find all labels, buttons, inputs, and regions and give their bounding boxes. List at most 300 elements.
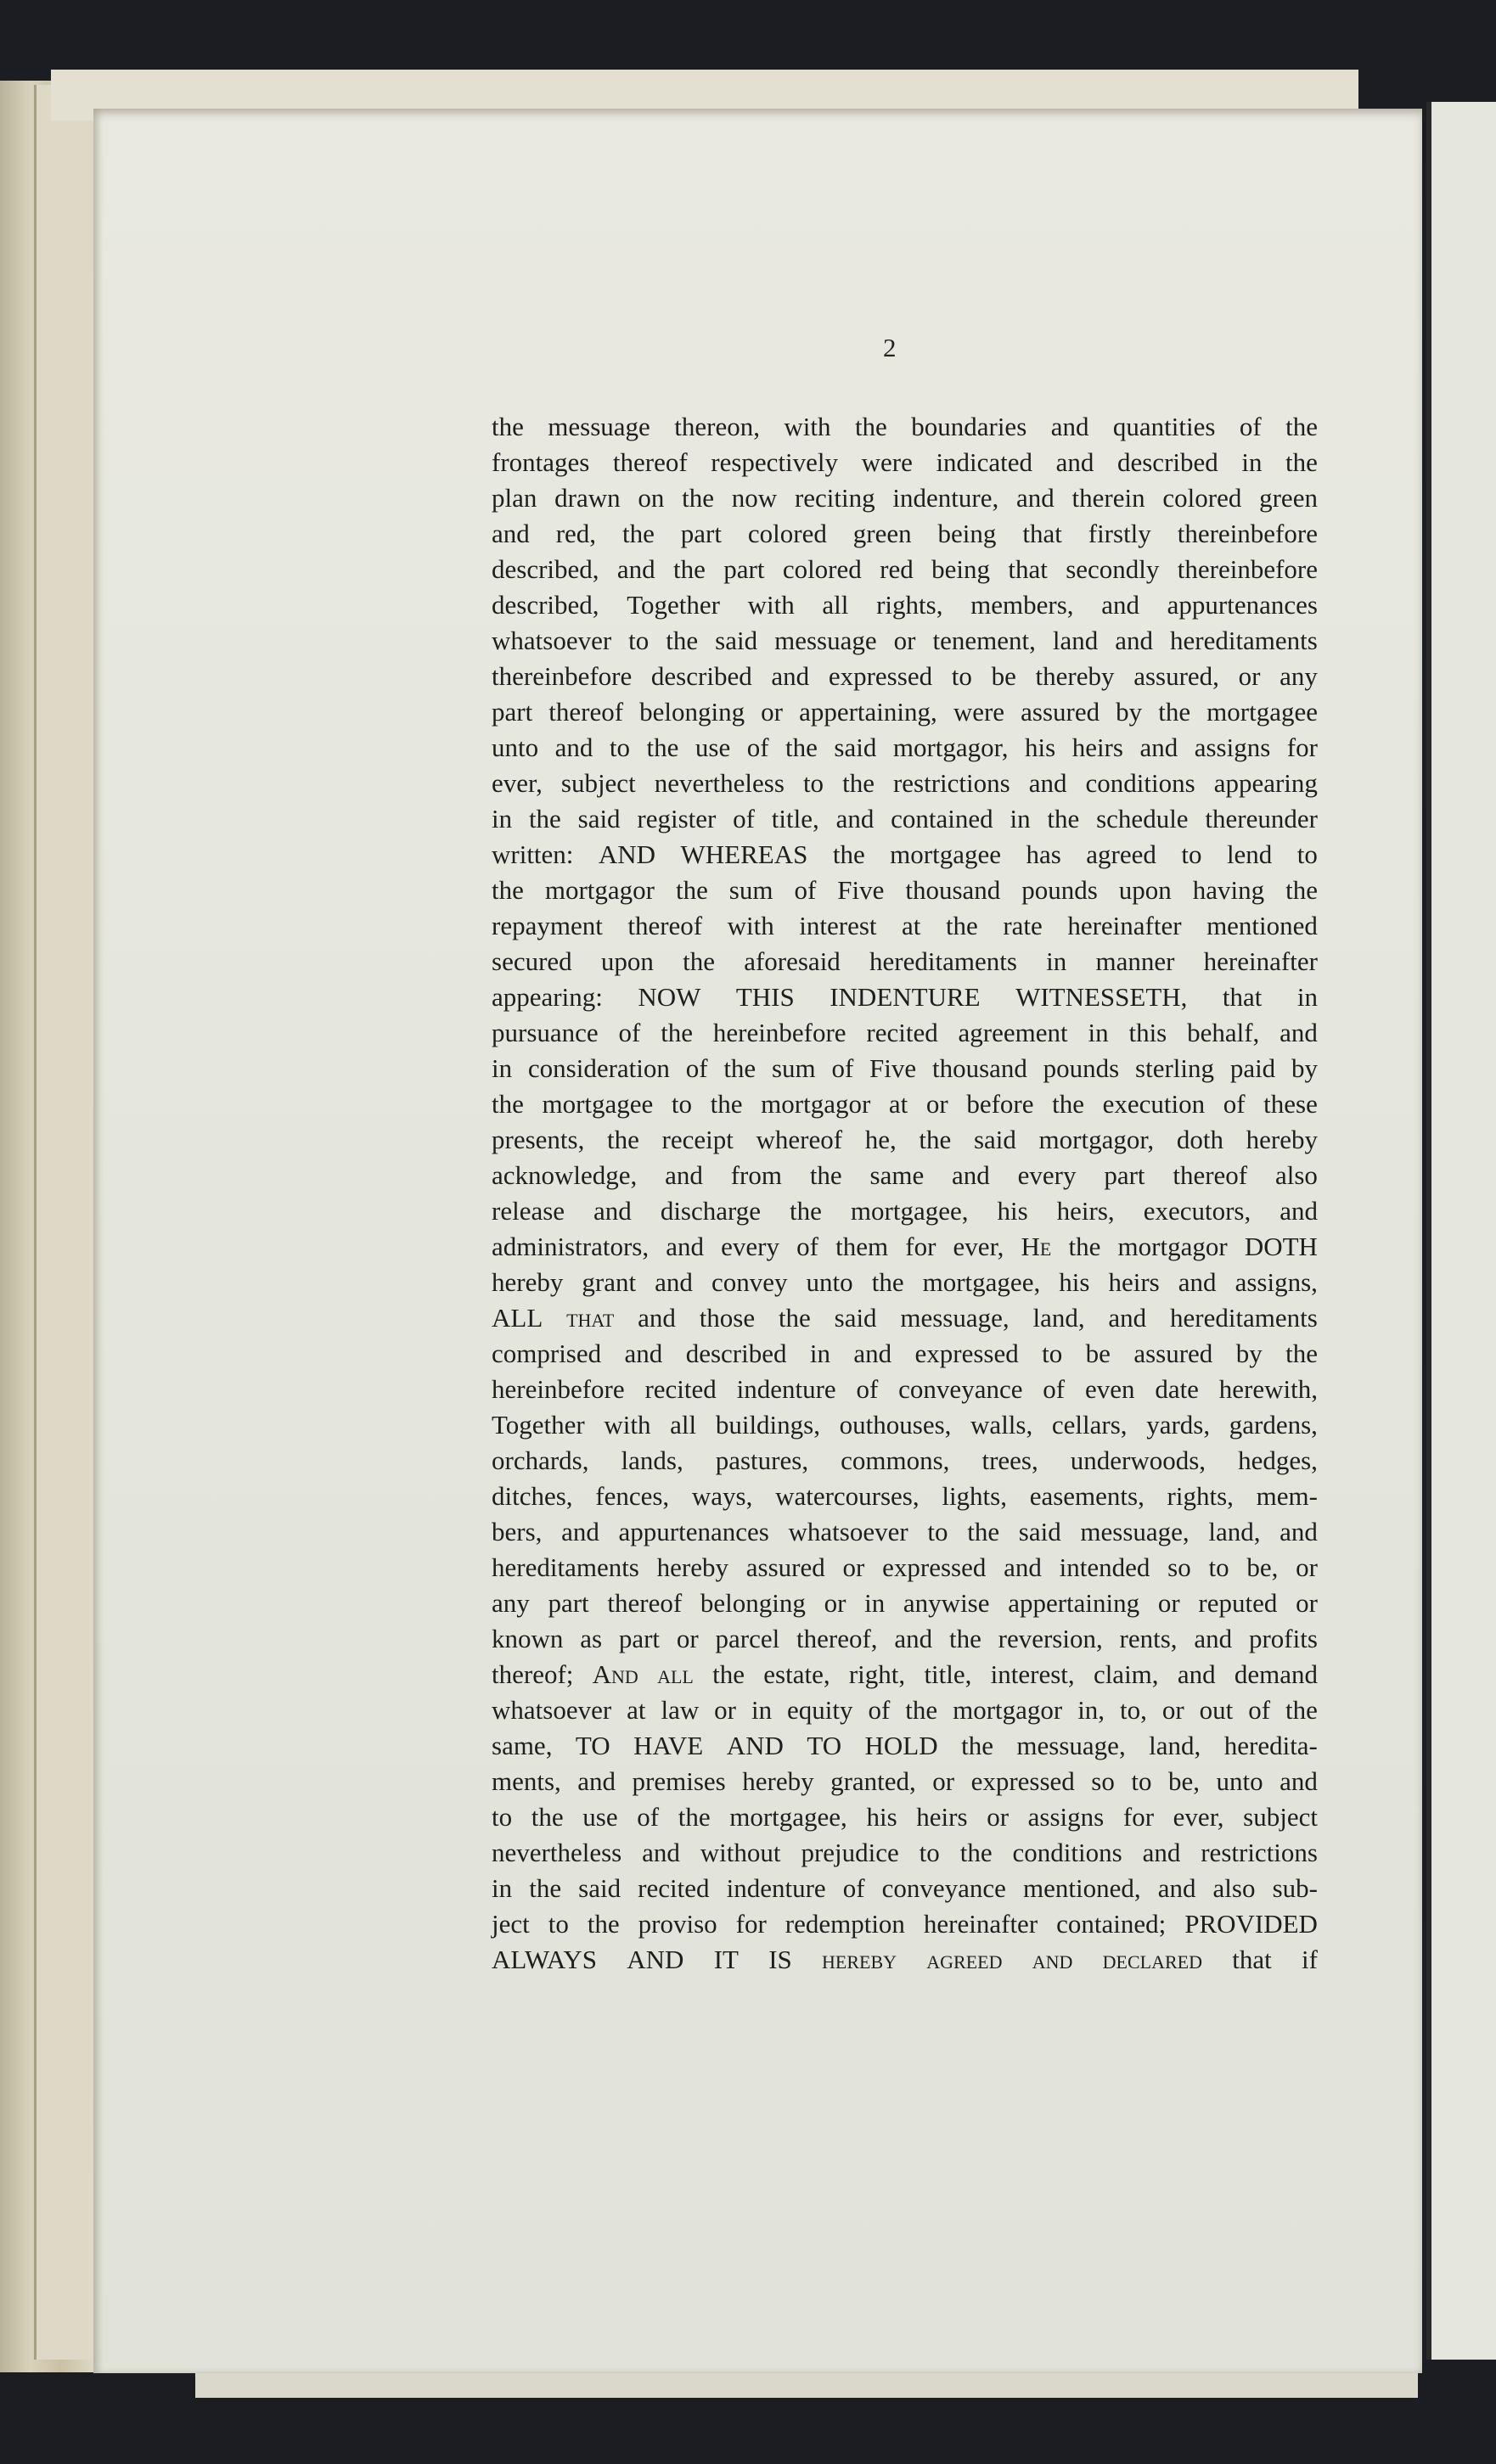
word: HAVE <box>633 1731 704 1760</box>
word: lands, <box>621 1445 683 1475</box>
word: assigns <box>1194 732 1271 762</box>
word: orchards, <box>492 1445 589 1475</box>
word: heirs <box>1108 1267 1160 1297</box>
word: the <box>832 839 865 869</box>
word: the <box>1158 697 1191 727</box>
word: from <box>730 1160 782 1190</box>
word: pounds <box>1021 875 1098 905</box>
word: with <box>784 412 831 441</box>
word: Five <box>869 1053 917 1083</box>
word: same, <box>492 1731 553 1760</box>
word: assured, <box>1133 661 1219 691</box>
word: described <box>685 1339 787 1368</box>
word: appertaining <box>1008 1588 1140 1618</box>
word: said <box>715 626 758 655</box>
word: the <box>531 1802 564 1832</box>
word: described <box>650 661 752 691</box>
word: the <box>790 1196 822 1226</box>
word: of <box>831 1053 854 1083</box>
word: if <box>1302 1945 1318 1974</box>
text-line <box>492 1122 1318 1158</box>
word: thereunder <box>1205 804 1318 833</box>
word: fences, <box>595 1481 670 1511</box>
word: assured <box>1133 1339 1213 1368</box>
text-line <box>492 1871 1318 1906</box>
word: heirs <box>916 1802 968 1832</box>
small-caps-word: hereby <box>822 1945 897 1974</box>
word: the <box>607 1125 639 1154</box>
word: thereby <box>1035 661 1115 691</box>
word: were <box>953 697 1005 727</box>
word: described, <box>492 590 599 620</box>
word: TO <box>575 1731 610 1760</box>
word: that <box>1022 519 1062 548</box>
word: thereof <box>627 911 703 940</box>
word: grant <box>582 1267 637 1297</box>
word: or <box>676 1624 699 1653</box>
word: in <box>751 1695 773 1725</box>
word: estate, <box>763 1659 830 1689</box>
word: with <box>747 590 795 620</box>
word: commons, <box>841 1445 950 1475</box>
word: Together <box>627 590 720 620</box>
word: conveyance <box>898 1374 1023 1404</box>
word: demand <box>1234 1659 1318 1689</box>
word: at <box>888 1089 908 1119</box>
word: ALL <box>492 1303 543 1333</box>
word: mortgagee <box>890 839 1001 869</box>
word: right, <box>848 1659 906 1689</box>
word: frontages <box>492 447 590 477</box>
word: expressed <box>970 1766 1075 1796</box>
word: to <box>548 1909 569 1939</box>
word: be <box>1085 1339 1111 1368</box>
word: conveyance <box>881 1873 1006 1903</box>
word: heredita- <box>1223 1731 1318 1760</box>
word: IS <box>768 1945 792 1974</box>
word: drawn <box>554 483 621 513</box>
word: or <box>1296 1552 1318 1582</box>
word: belonging <box>700 1588 806 1618</box>
word: the <box>1285 1339 1318 1368</box>
word: hereinbefore <box>492 1374 625 1404</box>
word: in <box>1088 1018 1109 1047</box>
small-caps-word: declared <box>1102 1945 1202 1974</box>
word: said <box>578 1873 621 1903</box>
word: and <box>1050 412 1089 441</box>
word: in <box>1241 447 1263 477</box>
word: of <box>794 875 817 905</box>
word: them <box>835 1232 889 1261</box>
word: hereby <box>742 1766 814 1796</box>
word: recited <box>866 1018 938 1047</box>
text-line <box>492 1443 1318 1479</box>
word: thereon, <box>674 412 760 441</box>
word: and <box>894 1624 933 1653</box>
word: execution <box>1102 1089 1206 1119</box>
word: unto <box>806 1267 853 1297</box>
word: of <box>796 1232 818 1261</box>
word: lend <box>1226 839 1273 869</box>
word: watercourses, <box>775 1481 920 1511</box>
word: in <box>492 804 513 833</box>
word: title, <box>771 804 819 833</box>
word: boundaries <box>911 412 1027 441</box>
word: same <box>869 1160 925 1190</box>
word: said <box>1018 1517 1061 1546</box>
word: hereinbefore <box>712 1018 846 1047</box>
word: and <box>1279 1018 1318 1047</box>
word: at <box>902 911 921 940</box>
word: hereinafter <box>1067 911 1182 940</box>
word: part <box>1104 1160 1145 1190</box>
text-line <box>492 1265 1318 1300</box>
word: the <box>1047 804 1080 833</box>
word: so <box>1091 1766 1115 1796</box>
word: or <box>932 1766 955 1796</box>
word: NOW <box>638 982 701 1012</box>
word: recited <box>644 1374 717 1404</box>
word: expressed <box>914 1339 1019 1368</box>
text-line <box>492 1835 1318 1871</box>
word: the <box>492 875 524 905</box>
word: and <box>1279 1517 1318 1546</box>
text-line <box>492 552 1318 587</box>
word: unto <box>492 732 539 762</box>
document-body-text <box>492 409 1318 1978</box>
word: rights, <box>1167 1481 1234 1511</box>
word: lights, <box>942 1481 1007 1511</box>
text-line <box>492 1621 1318 1657</box>
word: of <box>618 1018 641 1047</box>
word: HOLD <box>864 1731 938 1760</box>
word: secured <box>492 946 572 976</box>
page-number: 2 <box>883 333 897 362</box>
text-line <box>492 1229 1318 1265</box>
word: INDENTURE <box>830 982 981 1012</box>
word: of <box>685 1053 708 1083</box>
word: ditches, <box>492 1481 573 1511</box>
word: Together <box>492 1410 585 1440</box>
word: proviso <box>638 1909 717 1939</box>
word: the <box>945 911 978 940</box>
word: aforesaid <box>744 946 841 976</box>
word: that <box>1232 1945 1272 1974</box>
word: appurtenances <box>618 1517 769 1546</box>
word: or <box>925 1089 948 1119</box>
word: and <box>771 661 810 691</box>
word: agreement <box>958 1018 1068 1047</box>
word: his <box>1025 732 1056 762</box>
word: described <box>1116 447 1218 477</box>
word: land <box>1052 626 1099 655</box>
word: messuage <box>548 412 650 441</box>
word: before <box>966 1089 1034 1119</box>
word: the <box>1285 1695 1318 1725</box>
word: with <box>727 911 774 940</box>
word: pastures, <box>715 1445 809 1475</box>
word: all <box>670 1410 697 1440</box>
word: to <box>1208 1552 1229 1582</box>
word: the <box>919 1125 952 1154</box>
word: manner <box>1095 946 1175 976</box>
word: heirs <box>1071 732 1123 762</box>
text-line <box>492 1300 1318 1336</box>
word: mortgagor <box>761 1089 871 1119</box>
word: sub- <box>1272 1873 1318 1903</box>
word: hereby <box>656 1552 728 1582</box>
word: discharge <box>660 1196 762 1226</box>
word: TO <box>807 1731 842 1760</box>
word: the <box>682 483 715 513</box>
word: in <box>1010 804 1031 833</box>
word: and <box>835 804 875 833</box>
word: buildings, <box>715 1410 820 1440</box>
word: the <box>661 1018 694 1047</box>
word: executors, <box>1143 1196 1251 1226</box>
word: Five <box>837 875 885 905</box>
word: hedges, <box>1238 1445 1318 1475</box>
word: register <box>637 804 717 833</box>
word: by <box>1116 697 1143 727</box>
word: hereby <box>492 1267 564 1297</box>
text-line <box>492 445 1318 480</box>
word: hereditaments <box>869 946 1017 976</box>
word: to <box>1131 1766 1152 1796</box>
word: repayment <box>492 911 603 940</box>
small-caps-word: agreed <box>926 1945 1003 1974</box>
text-line <box>492 801 1318 837</box>
word: without <box>700 1838 781 1867</box>
word: those <box>699 1303 756 1333</box>
word: and <box>638 1303 676 1333</box>
word: and <box>1004 1552 1042 1582</box>
word: and <box>1101 590 1139 620</box>
word: and <box>1279 1766 1318 1796</box>
word: and <box>1028 768 1067 798</box>
word: all <box>822 590 849 620</box>
word: as <box>580 1624 603 1653</box>
word: AND <box>598 839 656 869</box>
word: redemption <box>785 1909 905 1939</box>
word: acknowledge, <box>492 1160 638 1190</box>
word: mortgagor, <box>1038 1125 1155 1154</box>
word: herewith, <box>1218 1374 1318 1404</box>
word: so <box>1167 1552 1191 1582</box>
word: receipt <box>661 1125 734 1154</box>
word: IT <box>713 1945 739 1974</box>
word: be, <box>1167 1766 1200 1796</box>
word: contained; <box>1056 1909 1167 1939</box>
word: members, <box>970 590 1074 620</box>
word: cellars, <box>1051 1410 1128 1440</box>
word: respectively <box>711 447 839 477</box>
word: the <box>1052 1089 1084 1119</box>
word: subject <box>1243 1802 1318 1832</box>
word: of <box>1248 1695 1271 1725</box>
word: part <box>492 697 533 727</box>
text-line <box>492 1692 1318 1728</box>
word: AND <box>726 1731 784 1760</box>
word: whatsoever <box>492 1695 612 1725</box>
word: interest <box>799 911 877 940</box>
word: reciting <box>794 483 875 513</box>
word: the <box>666 626 699 655</box>
word: assured <box>745 1552 825 1582</box>
word: in <box>1046 946 1067 976</box>
text-line <box>492 873 1318 908</box>
word: thereof <box>548 697 624 727</box>
word: to <box>927 1517 948 1546</box>
word: ever, <box>1173 1802 1224 1832</box>
text-line <box>492 480 1318 516</box>
word: of <box>1043 1374 1066 1404</box>
word: walls, <box>970 1410 1033 1440</box>
text-line <box>492 1728 1318 1764</box>
word: conditions <box>1012 1838 1122 1867</box>
word: sum <box>771 1053 816 1083</box>
word: of <box>1223 1089 1246 1119</box>
word: the <box>1285 875 1318 905</box>
word: in, <box>1077 1695 1105 1725</box>
word: or <box>824 1588 846 1618</box>
word: were <box>861 447 913 477</box>
word: of <box>868 1695 891 1725</box>
word: this <box>1128 1018 1167 1047</box>
word: pursuance <box>492 1018 599 1047</box>
word: rate <box>1003 911 1043 940</box>
word: equity <box>787 1695 853 1725</box>
word: to, <box>1120 1695 1147 1725</box>
text-line <box>492 1764 1318 1799</box>
word: AND <box>627 1945 684 1974</box>
word: has <box>1026 839 1061 869</box>
word: every <box>721 1232 779 1261</box>
word: hereby <box>1246 1125 1318 1154</box>
word: messuage <box>774 626 877 655</box>
word: thereof <box>1173 1160 1248 1190</box>
word: to <box>492 1802 513 1832</box>
word: of <box>746 732 769 762</box>
word: indenture <box>736 1374 836 1404</box>
word: for <box>905 1232 936 1261</box>
word: mentioned, <box>1023 1873 1141 1903</box>
word: said <box>834 1303 877 1333</box>
word: even <box>1084 1374 1135 1404</box>
word: his <box>1059 1267 1090 1297</box>
word: release <box>492 1196 565 1226</box>
word: the <box>959 1838 993 1867</box>
word: the <box>948 1624 981 1653</box>
word: upon <box>1118 875 1172 905</box>
word: sum <box>728 875 773 905</box>
word: and <box>577 1766 616 1796</box>
word: the <box>492 412 524 441</box>
word: green <box>1259 483 1318 513</box>
word: doth <box>1176 1125 1223 1154</box>
word: upon <box>600 946 654 976</box>
word: ever, <box>492 768 543 798</box>
word: restrictions <box>892 768 1010 798</box>
word: be <box>991 661 1016 691</box>
word: to <box>609 732 631 762</box>
word: the <box>1285 412 1318 441</box>
word: and <box>642 1838 680 1867</box>
word: with <box>604 1410 651 1440</box>
word: behalf, <box>1187 1018 1260 1047</box>
word: and <box>1139 732 1178 762</box>
word: to <box>1042 1339 1063 1368</box>
word: thereof; <box>492 1659 574 1689</box>
word: mortgagor, <box>892 732 1009 762</box>
word: presents, <box>492 1125 585 1154</box>
word: being <box>931 554 990 584</box>
word: conditions <box>1085 768 1195 798</box>
word: and <box>1016 483 1055 513</box>
word: granted, <box>830 1766 916 1796</box>
word: administrators, <box>492 1232 650 1261</box>
word: having <box>1192 875 1265 905</box>
word: yards, <box>1146 1410 1211 1440</box>
word: the <box>710 1089 743 1119</box>
word: rents, <box>1119 1624 1178 1653</box>
word: the <box>587 1909 620 1939</box>
word: expressed <box>882 1552 987 1582</box>
small-caps-word: that <box>566 1303 615 1333</box>
small-caps-word: and <box>1032 1945 1073 1974</box>
word: in <box>809 1339 830 1368</box>
word: pounds <box>1043 1053 1120 1083</box>
word: by <box>1235 1339 1263 1368</box>
word: he, <box>864 1125 897 1154</box>
word: the <box>785 732 818 762</box>
word: intended <box>1059 1552 1150 1582</box>
word: hereinafter <box>923 1909 1038 1939</box>
word: known <box>492 1624 564 1653</box>
word: plan <box>492 483 537 513</box>
facing-page-edge <box>1426 102 1496 2360</box>
word: use <box>582 1802 618 1832</box>
word: or <box>1296 1588 1318 1618</box>
word: mortgagee <box>542 1089 654 1119</box>
word: land, <box>1032 1303 1085 1333</box>
word: consideration <box>527 1053 670 1083</box>
word: mortgagor <box>953 1695 1063 1725</box>
word: WITNESSETH, <box>1015 982 1188 1012</box>
word: secondly <box>1066 554 1160 584</box>
word: and <box>853 1339 892 1368</box>
word: the <box>905 1695 938 1725</box>
word: of <box>637 1802 660 1832</box>
word: and <box>1194 1624 1233 1653</box>
word: or <box>1157 1588 1180 1618</box>
text-line <box>492 694 1318 730</box>
word: for <box>735 1909 767 1939</box>
text-line <box>492 1015 1318 1051</box>
text-line <box>492 516 1318 552</box>
word: belonging <box>639 697 745 727</box>
word: colored <box>1162 483 1242 513</box>
word: whatsoever <box>492 626 612 655</box>
text-line <box>492 1158 1318 1193</box>
word: easements, <box>1029 1481 1144 1511</box>
word: colored <box>782 554 862 584</box>
word: gardens, <box>1229 1410 1318 1440</box>
text-line <box>492 1193 1318 1229</box>
word: paid <box>1229 1053 1276 1083</box>
word: part <box>723 554 765 584</box>
word: appertaining, <box>799 697 937 727</box>
